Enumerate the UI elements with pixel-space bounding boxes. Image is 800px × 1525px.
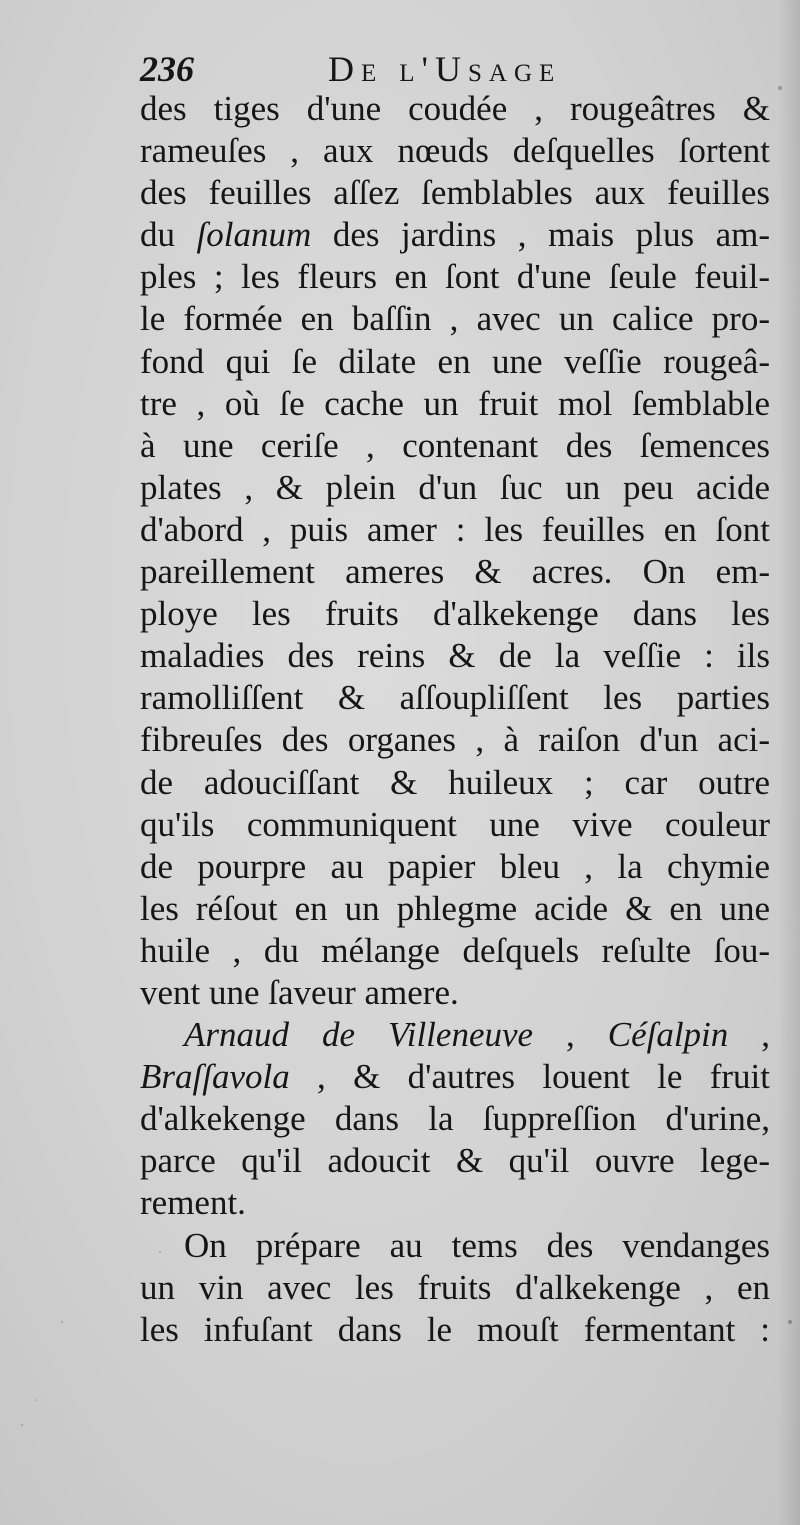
line-text: tre , où ſe cache un fruit mol ſemblable <box>140 383 770 423</box>
line-text: plates , & plein d'un ſuc un peu acide <box>140 467 770 507</box>
line-text: ploye les fruits d'alkekenge dans les <box>140 594 770 634</box>
line-text: On prépare au tems des vendanges <box>184 1225 770 1265</box>
line-text: maladies des reins & de la veſſie : ils <box>140 636 770 676</box>
line-text: les réſout en un phlegme acide & en une <box>140 888 770 928</box>
line-text: vent une ſaveur amere. <box>140 972 459 1012</box>
line-text: huile , du mélange deſquels reſulte ſou- <box>140 930 770 970</box>
line-text: de adouciſſant & huileux ; car outre <box>140 762 770 802</box>
line-text: parce qu'il adoucit & qu'il ouvre lege- <box>140 1141 770 1181</box>
line-text: , <box>533 1015 608 1055</box>
line-text: rameuſes , aux nœuds deſquelles ſortent <box>140 131 770 171</box>
italic-term: Braſſavola <box>140 1057 290 1097</box>
page-number: 236 <box>140 49 194 89</box>
line-text: d'abord , puis amer : les feuilles en ſont <box>140 509 770 549</box>
italic-term: Arnaud de Villeneuve <box>184 1015 534 1055</box>
line-text: fibreuſes des organes , à raiſon d'un aci- <box>140 720 770 760</box>
running-head: De l'Usage <box>328 49 562 89</box>
line-text: des feuilles aſſez ſemblables aux feuilles <box>140 173 770 213</box>
line-text: les infuſant dans le mouſt fermentant : <box>140 1309 770 1349</box>
line-text: ples ; les fleurs en ſont d'une ſeule feuil- <box>140 257 770 297</box>
line-text: qu'ils communiquent une vive couleur <box>140 804 770 844</box>
line-text: des jardins , mais plus am- <box>311 215 771 255</box>
line-text: de pourpre au papier bleu , la chymie <box>140 846 770 886</box>
line-text: d'alkekenge dans la ſuppreſſion d'urine, <box>140 1099 770 1139</box>
line-text: à une ceriſe , contenant des ſemences <box>140 425 770 465</box>
italic-term: ſolanum <box>196 215 312 255</box>
line-text: , <box>728 1015 770 1055</box>
line-text: rement. <box>140 1183 246 1223</box>
line-text: le formée en baſſin , avec un calice pro- <box>140 299 770 339</box>
line-text: des tiges d'une coudée , rougeâtres & <box>140 89 770 128</box>
italic-term: Céſalpin <box>607 1015 729 1055</box>
line-text: pareillement ameres & acres. On em- <box>140 552 770 592</box>
line-text: ramolliſſent & aſſoupliſſent les parties <box>140 678 770 718</box>
line-text: fond qui ſe dilate en une veſſie rougeâ- <box>140 341 770 381</box>
line-text: , & d'autres louent le fruit <box>289 1057 770 1097</box>
line-text: un vin avec les fruits d'alkekenge , en <box>140 1267 770 1307</box>
line-text: du <box>140 215 197 255</box>
